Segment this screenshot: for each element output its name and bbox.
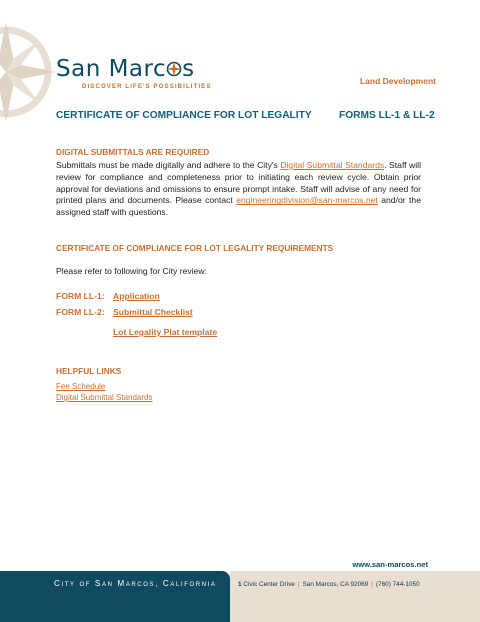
submittal-checklist-link[interactable]: Submittal Checklist [113, 307, 193, 317]
separator: | [297, 581, 300, 588]
logo-tagline: DISCOVER LIFE'S POSSIBILITIES [82, 83, 212, 90]
application-link[interactable]: Application [113, 291, 160, 301]
digital-submittals-paragraph [56, 160, 421, 219]
address-street: Civic Center Drive [241, 581, 295, 588]
logo-name-part1: San Marc [56, 56, 167, 82]
digital-submittal-standards-helpful-link[interactable]: Digital Submittal Standards [56, 393, 153, 402]
logo-wordmark [56, 58, 212, 81]
footer-address [238, 581, 420, 588]
department-label: Land Development [359, 76, 436, 86]
form-label: FORM LL-2: [56, 307, 105, 317]
logo-name-part2: s [182, 56, 195, 82]
form-row-ll2 [56, 307, 193, 317]
para-text-3: and/or the assigned staff with questions. [56, 195, 421, 218]
digital-submittal-standards-link[interactable]: Digital Submittal Standards [280, 160, 385, 170]
website-link[interactable]: www.san-marcos.net [352, 560, 428, 569]
compass-star-icon [166, 61, 182, 77]
separator: | [371, 581, 373, 588]
compass-rose-logo [0, 22, 56, 122]
fee-schedule-link[interactable]: Fee Schedule [56, 382, 106, 391]
footer-address-bar [230, 571, 480, 622]
phone-number: (760) 744-1050 [375, 581, 420, 588]
section-heading-helpful-links: HELPFUL LINKS [56, 366, 122, 376]
form-row-ll1 [56, 291, 160, 301]
title-main: CERTIFICATE OF COMPLIANCE FOR LOT LEGALITY [56, 110, 312, 121]
form-label: FORM LL-1: [56, 291, 105, 301]
engineering-email-link[interactable]: engineeringdivision@san-marcos.net [236, 195, 378, 206]
requirements-intro: Please refer to following for City review: [56, 266, 207, 276]
section-heading-requirements: CERTIFICATE OF COMPLIANCE FOR LOT LEGALITY REQUIREMENTS [56, 243, 334, 253]
para-text-1: Submittals must be made digitally and adhere to the City's [56, 160, 281, 170]
document-title [56, 110, 436, 121]
san-marcos-logo [56, 58, 212, 90]
para-text-2: . Staff will review for compliance and completeness prior to initiating each review cycle. Obtain prior approval for deviations and omissions to ensure prompt intake. Staff will advise of any need for printed plans and documents. Please contact [56, 160, 421, 206]
address-city: San Marcos, CA 92069 [302, 581, 369, 588]
footer-city-bar [0, 571, 230, 622]
footer-city-name: City of San Marcos, California [54, 579, 217, 588]
lot-legality-plat-template-link[interactable]: Lot Legality Plat template [113, 327, 218, 337]
form-row-plat [56, 327, 217, 337]
address-number: 1 [238, 581, 242, 588]
section-heading-digital-submittals: DIGITAL SUBMITTALS ARE REQUIRED [56, 147, 210, 157]
title-forms: FORMS LL-1 & LL-2 [339, 110, 435, 121]
